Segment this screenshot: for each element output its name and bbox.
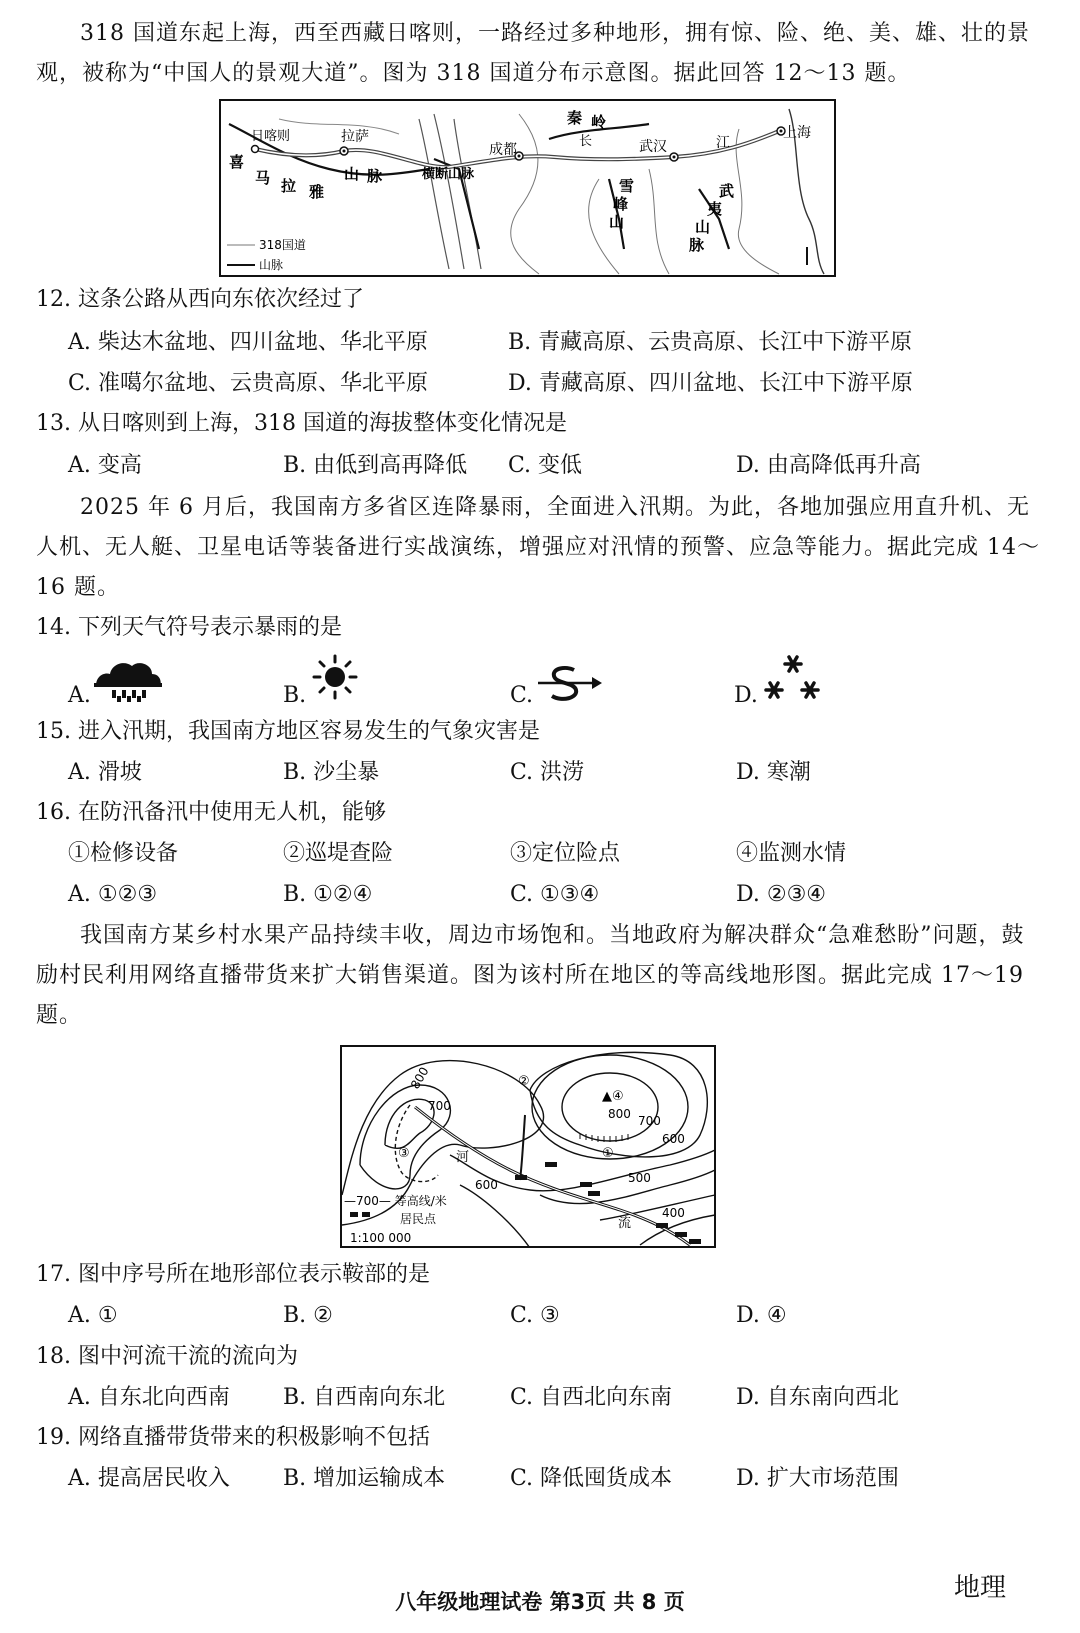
river-label-he: 河 xyxy=(456,1150,470,1165)
legend-scale: 1:100 000 xyxy=(350,1231,412,1245)
city-rikaze: 日喀则 xyxy=(251,129,291,144)
label-hengduan: 横断山脉 xyxy=(422,167,475,182)
contour-800-right: 800 xyxy=(608,1107,631,1121)
q12-option-c[interactable]: C. 准噶尔盆地、云贵高原、华北平原 xyxy=(68,371,429,396)
intro-318: 318 国道东起上海，西至西藏日喀则，一路经过多种地形，拥有惊、险、绝、美、雄、壮的景观，被称为“中国人的景观大道”。图为 318 国道分布示意图。据此回答 12～13 题。 xyxy=(36,21,1030,86)
q16-item-3: ③定位险点 xyxy=(510,841,621,866)
label-xi: 喜 xyxy=(229,153,245,171)
legend-318: 318国道 xyxy=(259,238,306,252)
contour-600-right: 600 xyxy=(662,1132,685,1146)
page-footer: 八年级地理试卷 第3页 共 8 页 xyxy=(395,1590,685,1614)
q13-option-a[interactable]: A. 变高 xyxy=(68,453,142,478)
contour-500: 500 xyxy=(628,1171,651,1185)
q19-option-c[interactable]: C. 降低囤货成本 xyxy=(510,1466,673,1491)
q12-stem: 12. 这条公路从西向东依次经过了 xyxy=(36,287,364,312)
q13-option-b[interactable]: B. 由低到高再降低 xyxy=(283,453,468,478)
q16-item-2: ②巡堤查险 xyxy=(283,841,394,866)
q17-option-c[interactable]: C. ③ xyxy=(510,1303,560,1328)
q16-item-4: ④监测水情 xyxy=(736,841,847,866)
label-shan: 山 xyxy=(344,165,360,183)
q13-stem: 13. 从日喀则到上海，318 国道的海拔整体变化情况是 xyxy=(36,411,567,436)
q16-item-1: ①检修设备 xyxy=(68,841,179,866)
label-qin: 秦 xyxy=(567,109,583,127)
q16-option-d[interactable]: D. ②③④ xyxy=(736,882,827,907)
subject-corner-label: 地理 xyxy=(953,1573,1006,1603)
legend-settlement: 居民点 xyxy=(400,1212,437,1226)
q17-option-b[interactable]: B. ② xyxy=(283,1303,333,1328)
q16-stem: 16. 在防汛备汛中使用无人机，能够 xyxy=(36,800,386,825)
legend-contour: —700— 等高线/米 xyxy=(344,1194,447,1208)
q18-option-c[interactable]: C. 自西北向东南 xyxy=(510,1385,673,1410)
q15-stem: 15. 进入汛期，我国南方地区容易发生的气象灾害是 xyxy=(36,719,540,744)
city-shanghai: 上海 xyxy=(783,125,811,141)
contour-700-left: 700 xyxy=(428,1099,451,1113)
q15-option-c[interactable]: C. 洪涝 xyxy=(510,760,585,785)
q14-option-a[interactable]: A. xyxy=(68,683,91,708)
q17-stem: 17. 图中序号所在地形部位表示鞍部的是 xyxy=(36,1262,430,1287)
q16-option-b[interactable]: B. ①②④ xyxy=(283,882,373,907)
city-lhasa: 拉萨 xyxy=(341,129,369,145)
q13-option-d[interactable]: D. 由高降低再升高 xyxy=(736,453,921,478)
intro-flood: 2025 年 6 月后，我国南方多省区连降暴雨，全面进入汛期。为此，各地加强应用直升机、无人机、无人艇、卫星电话等装备进行实战演练，增强应对汛情的预警、应急等能力。据此完成 14～16 题。 xyxy=(36,495,1040,600)
q18-option-d[interactable]: D. 自东南向西北 xyxy=(736,1385,899,1410)
q18-option-b[interactable]: B. 自西南向东北 xyxy=(283,1385,446,1410)
q19-option-a[interactable]: A. 提高居民收入 xyxy=(68,1466,230,1491)
label-feng: 峰 xyxy=(613,195,629,213)
q14-stem: 14. 下列天气符号表示暴雨的是 xyxy=(36,615,342,640)
label-ling: 岭 xyxy=(591,113,607,131)
map-318-highway xyxy=(219,99,836,277)
q16-option-c[interactable]: C. ①③④ xyxy=(510,882,600,907)
marker-1: ① xyxy=(602,1146,614,1161)
q19-option-d[interactable]: D. 扩大市场范围 xyxy=(736,1466,899,1491)
label-ya: 雅 xyxy=(309,183,325,201)
contour-400: 400 xyxy=(662,1206,685,1220)
sunny-icon xyxy=(312,654,358,700)
q14-option-d[interactable]: D. xyxy=(734,683,758,708)
city-chengdu: 成都 xyxy=(489,142,517,158)
label-chang: 长 xyxy=(579,134,593,149)
q12-option-d[interactable]: D. 青藏高原、四川盆地、长江中下游平原 xyxy=(508,371,913,396)
contour-800-left: 800 xyxy=(407,1064,432,1092)
q18-stem: 18. 图中河流干流的流向为 xyxy=(36,1344,298,1369)
legend-mountain: 山脉 xyxy=(259,258,284,272)
q15-option-b[interactable]: B. 沙尘暴 xyxy=(283,760,380,785)
label-jiang: 江 xyxy=(716,135,730,151)
q14-option-b[interactable]: B. xyxy=(283,683,307,708)
q15-option-d[interactable]: D. 寒潮 xyxy=(736,760,811,785)
rainstorm-icon xyxy=(92,658,164,704)
label-mai: 脉 xyxy=(367,167,383,185)
snow-icon xyxy=(762,652,824,702)
label-ma: 马 xyxy=(255,169,271,187)
q19-stem: 19. 网络直播带货带来的积极影响不包括 xyxy=(36,1425,430,1450)
q13-option-c[interactable]: C. 变低 xyxy=(508,453,583,478)
q18-option-a[interactable]: A. 自东北向西南 xyxy=(68,1385,230,1410)
label-la: 拉 xyxy=(281,177,297,195)
contour-700-right: 700 xyxy=(638,1114,661,1128)
q16-option-a[interactable]: A. ①②③ xyxy=(68,882,158,907)
label-wushan: 山 xyxy=(695,218,711,236)
contour-600-mid: 600 xyxy=(475,1178,498,1192)
city-wuhan: 武汉 xyxy=(639,139,667,155)
label-xueshan: 山 xyxy=(609,213,625,231)
intro-village: 我国南方某乡村水果产品持续丰收，周边市场饱和。当地政府为解决群众“急难愁盼”问题，鼓励村民利用网络直播带货来扩大销售渠道。图为该村所在地区的等高线地形图。据此完成 17～19 题。 xyxy=(36,923,1025,1028)
label-wu: 武 xyxy=(719,182,735,200)
marker-3: ③ xyxy=(398,1146,410,1161)
sandstorm-icon xyxy=(538,664,602,704)
label-yi: 夷 xyxy=(707,200,723,218)
q12-option-a[interactable]: A. 柴达木盆地、四川盆地、华北平原 xyxy=(68,330,428,355)
river-label-liu: 流 xyxy=(618,1216,632,1231)
q14-option-c[interactable]: C. xyxy=(510,683,534,708)
q19-option-b[interactable]: B. 增加运输成本 xyxy=(283,1466,446,1491)
contour-map xyxy=(340,1045,716,1248)
q12-option-b[interactable]: B. 青藏高原、云贵高原、长江中下游平原 xyxy=(508,330,913,355)
q17-option-a[interactable]: A. ① xyxy=(68,1303,118,1328)
label-xue: 雪 xyxy=(619,177,635,195)
q15-option-a[interactable]: A. 滑坡 xyxy=(68,760,142,785)
marker-2: ② xyxy=(518,1074,530,1089)
marker-4-peak: ▲④ xyxy=(602,1089,624,1104)
label-wumai: 脉 xyxy=(689,236,705,254)
q17-option-d[interactable]: D. ④ xyxy=(736,1303,787,1328)
